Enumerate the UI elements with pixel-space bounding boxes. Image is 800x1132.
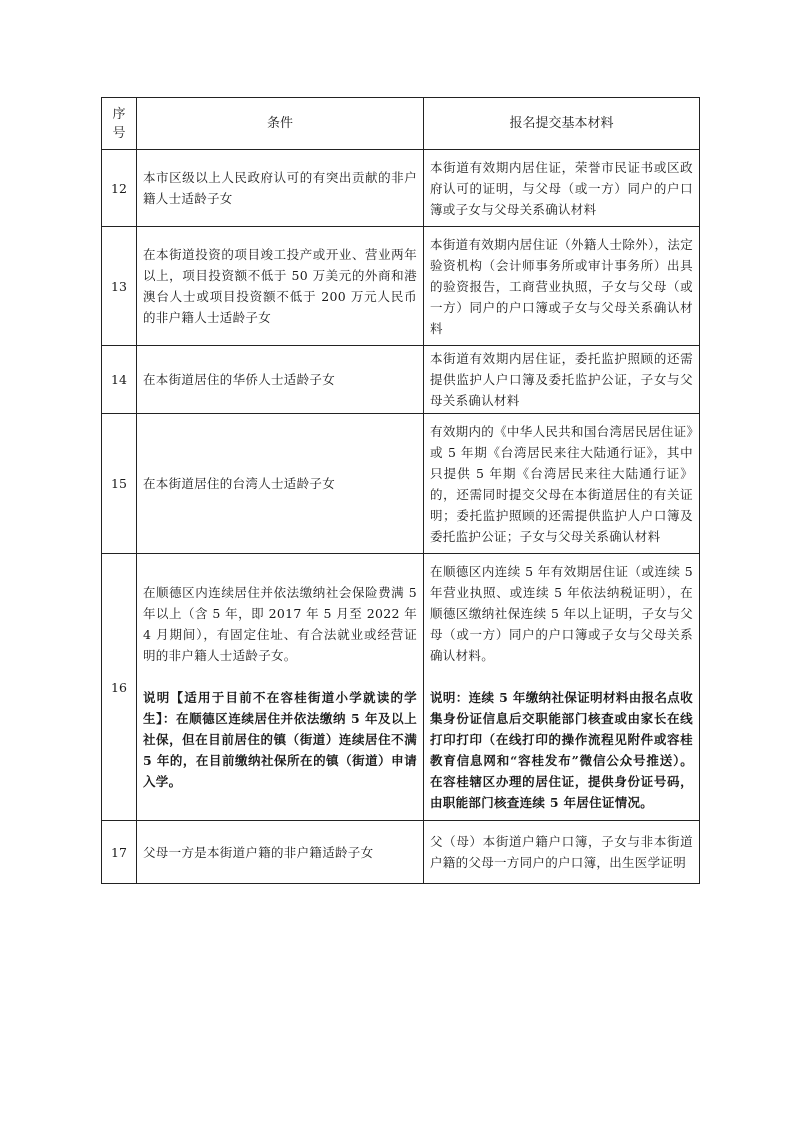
row-number: 14 [102, 346, 137, 414]
row-materials: 本街道有效期内居住证，荣誉市民证书或区政府认可的证明，与父母（或一方）同户的户口簿或子女与父母关系确认材料 [424, 150, 700, 227]
table-row [102, 227, 700, 346]
row-number: 17 [102, 821, 137, 884]
header-serial-number: 序 号 [102, 98, 137, 150]
table-header-row [102, 98, 700, 150]
row-condition-cell [137, 554, 424, 821]
row-materials-note: 说明：连续 5 年缴纳社保证明材料由报名点收集身份证信息后交职能部门核查或由家长在线打印打印（在线打印的操作流程见附件或容桂教育信息网和“容桂发布”微信公众号推送）。在容桂辖区办理的居住证，提供身份证号码，由职能部门核查连续 5 年居住证情况。 [430, 690, 693, 810]
table-row [102, 821, 700, 884]
row-condition: 本市区级以上人民政府认可的有突出贡献的非户籍人士适龄子女 [137, 150, 424, 227]
row-condition: 在本街道居住的华侨人士适龄子女 [137, 346, 424, 414]
table-row [102, 414, 700, 554]
row-materials: 本街道有效期内居住证（外籍人士除外），法定验资机构（会计师事务所或审计事务所）出具的验资报告，工商营业执照，子女与父母（或一方）同户的户口簿或子女与父母关系确认材料 [424, 227, 700, 346]
row-number: 13 [102, 227, 137, 346]
enrollment-conditions-table [101, 97, 700, 884]
row-condition: 父母一方是本街道户籍的非户籍适龄子女 [137, 821, 424, 884]
row-materials: 在顺德区内连续 5 年有效期居住证（或连续 5 年营业执照、或连续 5 年依法纳税证明），在顺德区缴纳社保连续 5 年以上证明，子女与父母（或一方）同户的户口簿或子女与父母关系确认材料。 [430, 564, 693, 663]
row-materials-cell [424, 554, 700, 821]
document-page [101, 97, 699, 884]
row-materials: 有效期内的《中华人民共和国台湾居民居住证》或 5 年期《台湾居民来往大陆通行证》，其中只提供 5 年期《台湾居民来往大陆通行证》的，还需同时提交父母在本街道居住的有关证明；委托监护照顾的还需提供监护人户口簿及委托监护公证；子女与父母关系确认材料 [424, 414, 700, 554]
table-row [102, 554, 700, 821]
row-condition: 在本街道居住的台湾人士适龄子女 [137, 414, 424, 554]
table-row [102, 150, 700, 227]
row-number: 15 [102, 414, 137, 554]
row-materials: 父（母）本街道户籍户口簿，子女与非本街道户籍的父母一方同户的户口簿，出生医学证明 [424, 821, 700, 884]
row-number: 16 [102, 554, 137, 821]
header-materials: 报名提交基本材料 [424, 98, 700, 150]
row-condition: 在顺德区内连续居住并依法缴纳社会保险费满 5 年以上（含 5 年，即 2017 年 5 月至 2022 年 4 月期间），有固定住址、有合法就业或经营证明的非户籍人士适龄子女。 [143, 585, 417, 663]
table-row [102, 346, 700, 414]
row-number: 12 [102, 150, 137, 227]
row-condition: 在本街道投资的项目竣工投产或开业、营业两年以上，项目投资额不低于 50 万美元的外商和港澳台人士或项目投资额不低于 200 万元人民币的非户籍人士适龄子女 [137, 227, 424, 346]
header-condition: 条件 [137, 98, 424, 150]
row-materials: 本街道有效期内居住证，委托监护照顾的还需提供监护人户口簿及委托监护公证，子女与父母关系确认材料 [424, 346, 700, 414]
row-condition-note: 说明【适用于目前不在容桂街道小学就读的学生】：在顺德区连续居住并依法缴纳 5 年及以上社保，但在目前居住的镇（街道）连续居住不满 5 年的，在目前缴纳社保所在的镇（街道）申请入学。 [143, 690, 417, 789]
